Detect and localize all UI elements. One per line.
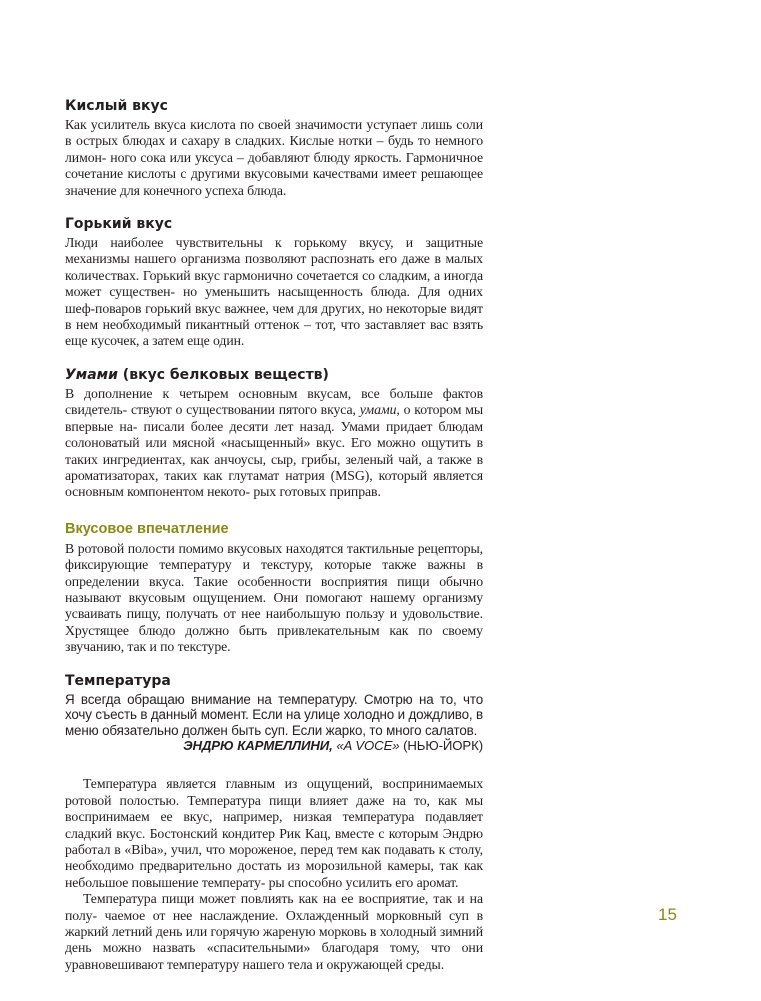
heading-umami	[65, 366, 483, 384]
text-line: фиксирующие температуру и текстуру, которые также важны в определении	[65, 557, 483, 589]
heading-sour: Кислый вкус	[65, 98, 168, 114]
section-bitter	[65, 215, 483, 350]
quote-attribution	[65, 738, 483, 754]
heading-temperature: Температура	[65, 672, 171, 689]
text-line: В дополнение к четырем основным вкусам, все больше фактов свидетель-	[65, 385, 483, 418]
quote-line: обязательно должен быть суп. Если жарко, то много салатов.	[102, 722, 478, 738]
text-line-post: , о котором мы впервые на-	[65, 402, 483, 434]
text-line: конечного успеха блюда.	[143, 182, 287, 198]
heading-umami-italic: Умами	[65, 366, 118, 383]
paragraph-bitter	[65, 235, 483, 350]
text-line: мороженое, перед тем как подавать к столу, необходимо предварительно	[65, 841, 483, 874]
attribution-name: ЭНДРЮ КАРМЕЛЛИНИ	[183, 738, 330, 754]
text-line-pre: ствуют о существовании пятого вкуса,	[130, 402, 360, 418]
paragraph-sour	[65, 117, 483, 199]
section-umami	[65, 366, 483, 501]
umami-italic-word: умами	[359, 402, 397, 418]
paragraph-temperature-2	[65, 891, 483, 973]
text-line: привлекательным как по своему звучанию, так и по текстуре.	[65, 622, 483, 655]
attribution-venue: «A VOCE»	[336, 738, 400, 754]
text-line: достать из морозильной камеры, так как небольшое повышение температу-	[65, 858, 483, 890]
text-line: полостью. Температура пищи влияет даже на то, как мы воспринимаем ее	[65, 792, 483, 825]
text-line: вкус, например, низкая температура подавляет сладкий вкус. Бостонский	[65, 809, 483, 841]
attribution-city: (НЬЮ-ЙОРК)	[399, 738, 483, 754]
text-line: рых готовых приправ.	[253, 484, 381, 500]
attribution-separator: ,	[329, 738, 337, 754]
section-sour	[65, 97, 483, 199]
text-line: оттенок – тот, что заставляет вас взять еще кусочек, а затем еще один.	[65, 317, 484, 349]
text-line: от нее наибольшую пользу и удовольствие. Хрустящее блюдо должно быть	[65, 606, 483, 638]
text-line: Люди наиболее чувствительны к горькому вкусу, и защитные механизмы	[65, 235, 483, 267]
paragraph-temperature-1	[65, 776, 483, 891]
text-line: В ротовой полости помимо вкусовых находятся тактильные рецепторы,	[65, 540, 483, 556]
text-line: важнее, чем для других, но некоторые видят в нем необходимый пикантный	[65, 300, 483, 333]
text-line: острых блюдах и сахару в сладких. Кислые нотки – будь то немного лимон-	[65, 133, 483, 165]
text-line: вкуса. Такие особенности восприятия пищи обычно называют вкусовым	[65, 573, 483, 605]
text-line: кондитер Рик Кац, вместе с которым Эндрю работал в «Biba», учил, что	[65, 825, 483, 857]
text-line: мясной «насыщенный» вкус. Его можно ощутить в таких ингредиентах, как	[65, 435, 483, 467]
text-line: нашего организма позволяют распознать его даже в малых количествах.	[65, 251, 483, 283]
paragraph-umami	[65, 386, 483, 501]
paragraph-mouthfeel	[65, 541, 483, 656]
heading-bitter: Горький вкус	[65, 216, 173, 233]
quote-block	[65, 692, 483, 739]
heading-mouthfeel: Вкусовое впечатление	[65, 520, 229, 537]
text-line: писали более десяти лет назад. Умами придает блюдам солоноватый или	[65, 418, 483, 451]
section-mouthfeel	[65, 520, 483, 656]
text-line: «спасительными» благодаря тому, что они уравновешивают температуру	[65, 940, 483, 972]
text-line: Температура пищи может повлиять как на ее восприятие, так и на полу-	[65, 891, 483, 923]
text-line: Температура является главным из ощущений, воспринимаемых ротовой	[65, 776, 483, 808]
text-line: ры способно усилить его аромат.	[268, 874, 459, 890]
page-number: 15	[658, 905, 677, 924]
quote-line: Я всегда обращаю внимание на температуру. Смотрю на то, что хочу	[65, 691, 483, 723]
heading-umami-rest: (вкус белковых веществ)	[117, 366, 329, 383]
text-line: чаемое от нее наслаждение. Охлажденный морковный суп в жаркий летний	[65, 907, 483, 939]
text-line: день или горячую жареную морковь в холодный зимний день можно назвать	[65, 924, 483, 956]
text-line: Как усилитель вкуса кислота по своей значимости уступает лишь соли в	[65, 117, 483, 149]
text-line: глутамат натрия (MSG), который является основным компонентом некото-	[65, 467, 483, 500]
text-line: ного сока или уксуса – добавляют блюду яркость. Гармоничное сочетание	[65, 149, 484, 182]
text-line: но уменьшить насыщенность блюда. Для одних шеф-поваров горький вкус	[65, 284, 483, 316]
text-line: ощущением. Они помогают нашему организму усваивать пищу, получать	[65, 589, 483, 622]
quote-line: съесть в данный момент. Если на улице холодно и дождливо, в меню	[65, 707, 484, 738]
text-line: Горький вкус гармонично сочетается со сладким, а иногда может существен-	[65, 267, 483, 300]
text-line: анчоусы, сыр, грибы, зеленый чай, а также в ароматизаторах, таких как	[65, 451, 483, 483]
text-line: кислоты с другими вкусовыми качествами имеет решающее значение для	[65, 166, 483, 198]
text-line: нашего тела и окружающей среды.	[242, 956, 445, 972]
page-content	[65, 97, 483, 973]
section-temperature	[65, 672, 483, 974]
